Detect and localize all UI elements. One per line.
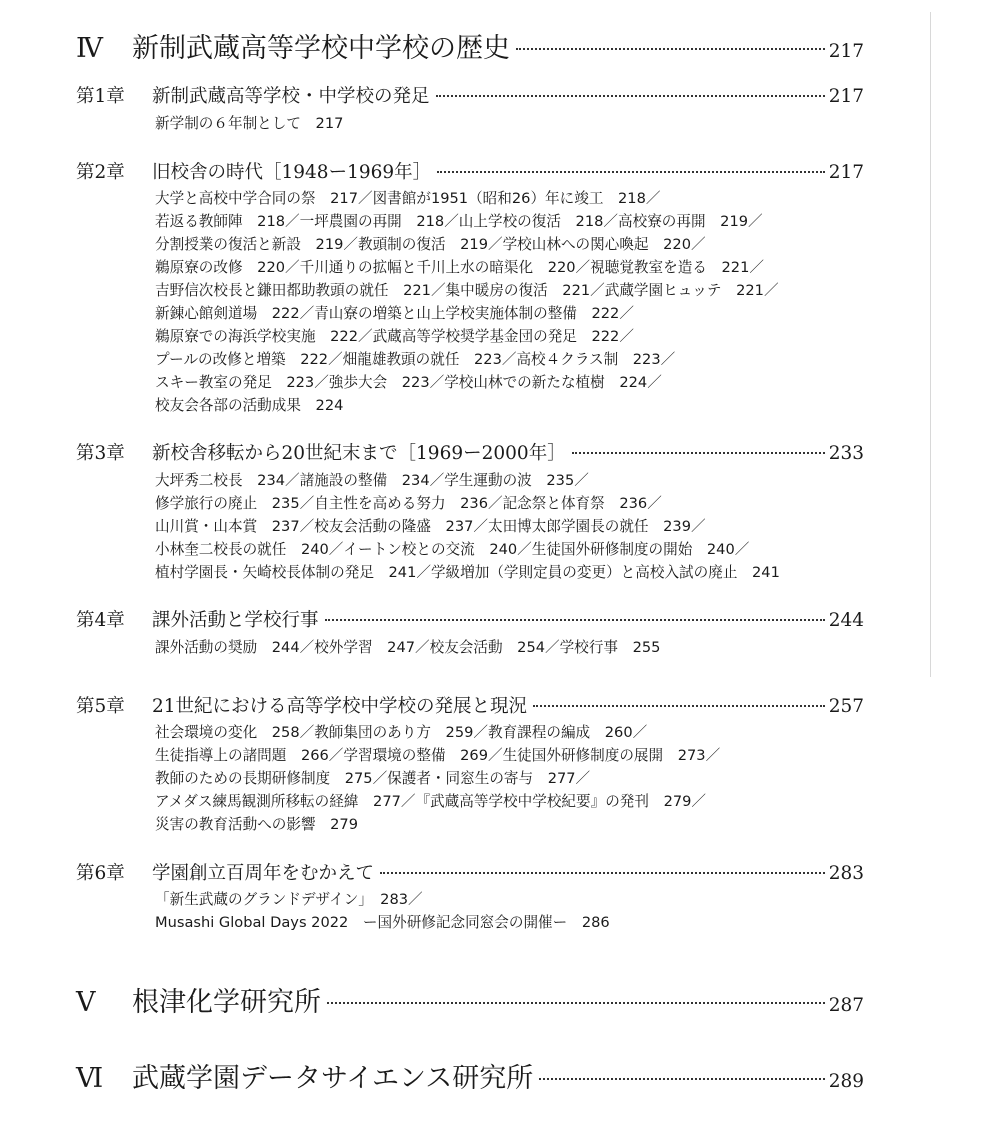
toc-chapter-4[interactable] [76, 606, 864, 632]
section-line: 社会環境の変化 258／教師集団のあり方 259／教育課程の編成 260／ [155, 724, 648, 741]
chapter-title: 21世紀における高等学校中学校の発展と現況 [152, 696, 528, 717]
leader-dots [572, 452, 825, 454]
section-line: プールの改修と増築 222／畑龍雄教頭の就任 223／高校４クラス制 223／ [155, 351, 676, 368]
chapter-6-sections [155, 888, 610, 934]
page-number: 217 [828, 162, 864, 183]
page-number: 233 [828, 443, 864, 464]
part-title: 新制武蔵高等学校中学校の歴史 [132, 33, 510, 64]
leader-dots [539, 1078, 824, 1080]
chapter-number: 第6章 [76, 863, 125, 884]
page-number: 289 [828, 1071, 864, 1092]
section-line: 課外活動の奨励 244／校外学習 247／校友会活動 254／学校行事 255 [155, 639, 661, 656]
section-line: 新錬心館剣道場 222／青山寮の増築と山上学校実施体制の整備 222／ [155, 305, 634, 322]
chapter-1-sections [155, 112, 343, 135]
leader-dots [516, 48, 825, 50]
section-line: 生徒指導上の諸問題 266／学習環境の整備 269／生徒国外研修制度の展開 273／ [155, 747, 721, 764]
section-line: 吉野信次校長と鎌田都助教頭の就任 221／集中暖房の復活 221／武蔵学園ヒュッテ 221／ [155, 282, 779, 299]
section-line: 植村学園長・矢崎校長体制の発足 241／学級増加（学則定員の変更）と高校入試の廃止 241 [155, 564, 780, 581]
leader-dots [380, 872, 825, 874]
section-line: 鵜原寮の改修 220／千川通りの拡幅と千川上水の暗渠化 220／視聴覚教室を造る 221／ [155, 259, 764, 276]
leader-dots [327, 1002, 825, 1004]
chapter-number: 第5章 [76, 696, 125, 717]
part-number: Ⅵ [76, 1063, 104, 1094]
toc-chapter-6[interactable] [76, 859, 864, 885]
chapter-title: 新校舎移転から20世紀末まで［1969ー2000年］ [152, 443, 566, 464]
section-line: Musashi Global Days 2022 ー国外研修記念同窓会の開催ー 286 [155, 914, 610, 931]
page-number: 283 [828, 863, 864, 884]
chapter-2-sections [155, 187, 779, 417]
toc-part-6[interactable] [76, 1056, 864, 1095]
page-number: 287 [828, 995, 864, 1016]
leader-dots [437, 171, 825, 173]
section-line: 大坪秀二校長 234／諸施設の整備 234／学生運動の波 235／ [155, 472, 589, 489]
page-number: 217 [828, 86, 864, 107]
margin-rule [930, 12, 931, 677]
chapter-number: 第3章 [76, 443, 125, 464]
section-line: アメダス練馬観測所移転の経緯 277／『武蔵高等学校中学校紀要』の発刊 279／ [155, 793, 707, 810]
part-title: 根津化学研究所 [132, 987, 321, 1018]
section-line: 鵜原寮での海浜学校実施 222／武蔵高等学校奨学基金団の発足 222／ [155, 328, 634, 345]
toc-part-4[interactable] [76, 26, 864, 65]
leader-dots [325, 619, 825, 621]
page-number: 244 [828, 610, 864, 631]
chapter-title: 新制武蔵高等学校・中学校の発足 [152, 86, 430, 107]
part-title: 武蔵学園データサイエンス研究所 [132, 1063, 534, 1094]
section-line: 教師のための長期研修制度 275／保護者・同窓生の寄与 277／ [155, 770, 591, 787]
chapter-title: 旧校舎の時代［1948ー1969年］ [152, 162, 432, 183]
section-line: 若返る教師陣 218／一坪農園の再開 218／山上学校の復活 218／高校寮の再開 219／ [155, 213, 763, 230]
toc-chapter-1[interactable] [76, 82, 864, 108]
section-line: 「新生武蔵のグランドデザイン」 283／ [155, 891, 423, 908]
chapter-title: 課外活動と学校行事 [152, 610, 319, 631]
toc-chapter-2[interactable] [76, 158, 864, 184]
part-number: Ⅳ [76, 33, 103, 64]
section-line: 校友会各部の活動成果 224 [155, 397, 344, 414]
section-line: 小林奎二校長の就任 240／イートン校との交流 240／生徒国外研修制度の開始 240／ [155, 541, 750, 558]
section-line: 修学旅行の廃止 235／自主性を高める努力 236／記念祭と体育祭 236／ [155, 495, 662, 512]
leader-dots [436, 95, 825, 97]
section-line: 大学と高校中学合同の祭 217／図書館が1951（昭和26）年に竣工 218／ [155, 190, 661, 207]
toc-chapter-3[interactable] [76, 439, 864, 465]
toc-chapter-5[interactable] [76, 692, 864, 718]
chapter-4-sections [155, 636, 660, 659]
chapter-number: 第2章 [76, 162, 125, 183]
toc-part-5[interactable] [76, 980, 864, 1019]
page-number: 217 [828, 41, 864, 62]
chapter-number: 第1章 [76, 86, 125, 107]
leader-dots [533, 705, 825, 707]
chapter-number: 第4章 [76, 610, 125, 631]
part-number: Ⅴ [76, 987, 96, 1018]
section-line: 分割授業の復活と新設 219／教頭制の復活 219／学校山林への関心喚起 220／ [155, 236, 706, 253]
section-line: 災害の教育活動への影響 279 [155, 816, 358, 833]
chapter-title: 学園創立百周年をむかえて [152, 863, 375, 884]
section-line: 山川賞・山本賞 237／校友会活動の隆盛 237／太田博太郎学園長の就任 239／ [155, 518, 706, 535]
page-number: 257 [828, 696, 864, 717]
section-line: 新学制の６年制として 217 [155, 115, 344, 132]
chapter-3-sections [155, 469, 780, 584]
chapter-5-sections [155, 721, 720, 836]
section-line: スキー教室の発足 223／強歩大会 223／学校山林での新たな植樹 224／ [155, 374, 662, 391]
